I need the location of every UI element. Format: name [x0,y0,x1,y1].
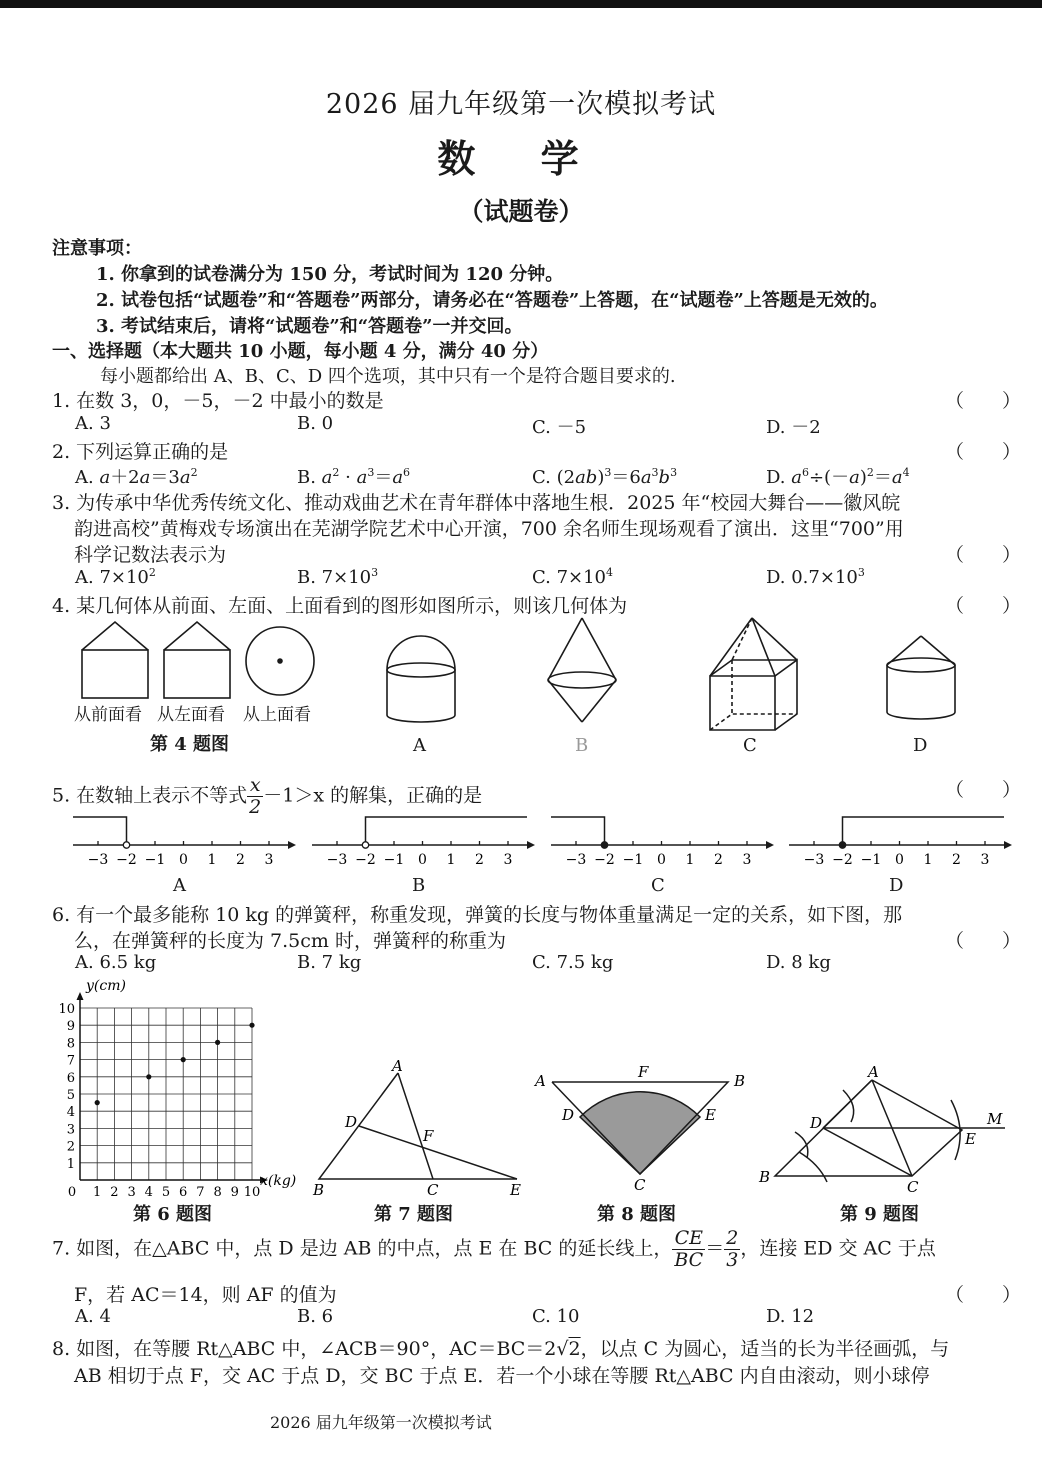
q8-line-1: 8. 如图，在等腰 Rt△ABC 中，∠ACB＝90°，AC＝BC＝2√2，以点 C 为圆心，适当的长为半径画弧，与 [52,1338,950,1360]
tick-label: −3 [565,852,587,868]
tick-label: −3 [803,852,825,868]
fig9-label-a: A [868,1063,879,1081]
tick-label: 0 [895,852,904,868]
q7-answer-paren: （ ） [945,1284,1022,1306]
number-line-a [73,817,296,868]
q4-caption: 第 4 题图 [150,734,230,755]
tick-label: 1 [207,852,217,868]
q6-option-d: D. 8 kg [766,952,831,973]
number-line-b [312,817,535,868]
section-heading: 一、选择题（本大题共 10 小题，每小题 4 分，满分 40 分） [52,341,549,362]
q1-option-c: C. －5 [532,417,587,438]
x-tick-label: 3 [127,1185,136,1200]
fig7-label-a: A [392,1057,403,1075]
tick-label: −1 [144,852,166,868]
option-c-solid [710,618,797,730]
fig9-caption: 第 9 题图 [840,1204,920,1225]
arrow-icon [1004,841,1012,849]
solution-bracket [366,817,528,845]
tick-label: 3 [742,852,752,868]
tick-label: 0 [418,852,427,868]
q5-fraction: $\frac{x}{2}$ [249,774,262,818]
fig7-label-e: E [510,1181,521,1199]
solution-bracket [73,817,127,845]
fig7-caption: 第 7 题图 [374,1204,454,1225]
tick-label: 2 [952,852,961,868]
x-tick-label: 5 [161,1185,171,1200]
q1-answer-paren: （ ） [945,390,1022,412]
chart-points [95,1023,255,1106]
q1-option-b: B. 0 [297,413,334,434]
data-point [215,1040,220,1045]
fig9-label-d: D [810,1114,823,1132]
q6-option-a: A. 6.5 kg [75,952,157,973]
q1-option-d: D. －2 [766,417,821,438]
q2-answer-paren: （ ） [945,441,1022,463]
q5-option-a-label: A [173,875,186,896]
top-view-shape [246,627,314,695]
data-point [181,1057,186,1062]
y-tick-label: 1 [66,1156,75,1172]
view-label-left: 从左面看 [157,705,225,725]
number-line-c [551,817,774,868]
filled-dot [839,842,845,848]
q6-line-2: 么，在弹簧秤的长度为 7.5cm 时，弹簧秤的称重为 [74,930,506,952]
q4-stem: 4. 某几何体从前面、左面、上面看到的图形如图所示，则该几何体为 [52,595,628,617]
q2-option-b: B. $a^2 \cdot a^3=a^6$ [297,466,411,488]
q7-line-2: F，若 AC＝14，则 AF 的值为 [74,1284,337,1306]
x-tick-label: 10 [243,1185,261,1200]
tick-label: −1 [860,852,882,868]
notice-item-2: 2. 试卷包括“试题卷”和“答题卷”两部分，请务必在“答题卷”上答题，在“试题卷”上答题是无效的。 [96,290,888,311]
q3-option-d: D. $0.7\times 10^3$ [766,566,865,588]
fig8-label-a: A [535,1072,546,1090]
fig9-label-m: M [987,1110,1003,1128]
sqrt-icon: √ [556,1338,569,1360]
q7-option-d: D. 12 [766,1306,815,1327]
q7-fraction-2-3: $\frac{2}{3}$ [726,1227,739,1271]
q5-number-lines [0,805,1042,875]
y-tick-label: 3 [66,1122,75,1138]
x-tick-label: 1 [93,1185,102,1200]
q3-line-1: 3. 为传承中华优秀传统文化、推动戏曲艺术在青年群体中落地生根．2025 年“校园大舞台——徽风皖 [52,492,901,514]
y-tick-label: 9 [66,1019,75,1035]
chart-ylabel: y(cm) [86,978,126,994]
tick-label: 1 [923,852,933,868]
fig8-label-d: D [562,1106,575,1124]
q3-option-a: A. $7\times 10^2$ [75,566,156,588]
tick-label: 1 [446,852,456,868]
q2-option-a: A. $a+2a=3a^2$ [75,466,198,488]
q9-figure [755,1060,1015,1200]
q3-option-c: C. $7\times 10^4$ [532,566,614,588]
q2-stem: 2. 下列运算正确的是 [52,441,229,463]
q3-line-2: 韵进高校”黄梅戏专场演出在芜湖学院艺术中心开演，700 余名师生现场观看了演出．这里“700”用 [74,518,904,540]
tick-label: −1 [622,852,644,868]
fig9-label-e: E [965,1130,976,1148]
q7-option-a: A. 4 [75,1306,111,1327]
q5-answer-paren: （ ） [945,779,1022,801]
q6-answer-paren: （ ） [945,930,1022,952]
q2-option-c: C. $(2ab)^3=6a^3b^3$ [532,466,678,488]
y-tick-label: 6 [66,1070,75,1086]
tick-label: −2 [832,852,853,868]
q8-line-2: AB 相切于点 F，交 AC 于点 D，交 BC 于点 E．若一个小球在等腰 Rt△ABC 内自由滚动，则小球停 [74,1365,930,1387]
y-tick-label: 10 [58,1002,75,1017]
chart-ticks [58,1002,260,1200]
tick-label: 0 [179,852,188,868]
q2-option-d: D. $a^6\div(-a)^2=a^4$ [766,466,910,488]
tick-label: 3 [264,852,274,868]
fig6-caption: 第 6 题图 [133,1204,213,1225]
option-b-solid [548,618,616,722]
fig8-label-f: F [638,1063,649,1081]
solution-bracket [843,817,1005,845]
fig7-label-d: D [345,1113,358,1131]
chart-axes [77,992,269,1184]
x-tick-label: 6 [179,1185,188,1200]
fig8-label-e: E [705,1106,716,1124]
x-tick-label: 9 [230,1185,239,1200]
q1-option-a: A. 3 [75,413,111,434]
y-tick-label: 8 [66,1036,75,1052]
q3-answer-paren: （ ） [945,544,1022,566]
q4-option-b-label: B [575,735,589,756]
fig8-label-b: B [734,1072,746,1090]
q7-fraction-ce-bc: $\frac{CE}{BC}$ [674,1227,704,1271]
fig7-label-f: F [423,1127,434,1145]
q7-figure [305,1055,535,1200]
notice-item-3: 3. 考试结束后，请将“试题卷”和“答题卷”一并交回。 [96,316,523,337]
y-tick-label: 4 [66,1105,75,1121]
y-tick-label: 5 [66,1088,75,1103]
fig8-shaded-sector [580,1092,700,1174]
front-view-shape [82,622,148,698]
q5-option-c-label: C [651,875,665,896]
fig7-label-b: B [313,1181,325,1199]
arrow-icon [288,841,296,849]
number-line-d [789,817,1012,868]
data-point [249,1023,254,1028]
left-view-shape [164,622,230,698]
open-dot [123,842,129,848]
q6-chart [50,975,310,1200]
fig8-label-c: C [634,1176,646,1194]
y-tick-label: 7 [66,1053,75,1069]
view-label-front: 从前面看 [74,705,142,725]
tick-label: 1 [685,852,695,868]
notice-heading: 注意事项： [52,238,142,259]
x-tick-label: 8 [213,1185,222,1200]
fig9-label-b: B [759,1168,771,1186]
tick-label: 3 [503,852,513,868]
q5-stem: 5. 在数轴上表示不等式 $\frac{x}{2}$ －1＞x 的解集，正确的是 [52,774,483,818]
tick-label: −2 [116,852,137,868]
data-point [146,1074,151,1079]
tick-label: −3 [87,852,109,868]
subject-title: 数 学 [437,136,605,181]
tick-label: −1 [383,852,405,868]
tick-label: 2 [475,852,484,868]
tick-label: −2 [355,852,376,868]
x-tick-label: 0 [67,1185,77,1200]
q5-option-d-label: D [889,875,904,896]
data-point [95,1100,100,1105]
filled-dot [601,842,607,848]
notice-item-1: 1. 你拿到的试卷满分为 150 分，考试时间为 120 分钟。 [96,264,564,285]
chart-xlabel: x(kg) [260,1173,297,1189]
q4-option-a-label: A [413,735,426,756]
q6-option-b: B. 7 kg [297,952,362,973]
tick-label: 3 [980,852,990,868]
x-tick-label: 2 [110,1185,119,1200]
q7-option-b: B. 6 [297,1306,334,1327]
q8-figure [530,1060,760,1200]
view-label-top: 从上面看 [243,705,311,725]
q7-option-c: C. 10 [532,1306,580,1327]
tick-label: 2 [714,852,723,868]
tick-label: 2 [236,852,245,868]
q3-line-3: 科学记数法表示为 [74,544,227,566]
solution-bracket [551,817,605,845]
q1-stem: 1. 在数 3，0，－5，－2 中最小的数是 [52,390,384,412]
q4-answer-paren: （ ） [945,595,1022,617]
fig9-label-c: C [907,1178,919,1196]
tick-label: 0 [657,852,666,868]
x-tick-label: 7 [196,1185,205,1200]
x-tick-label: 4 [144,1185,153,1200]
paper-type: （试题卷） [458,197,584,226]
fig7-label-c: C [427,1181,439,1199]
option-a-solid [387,636,455,722]
option-d-solid [887,636,955,719]
chart-grid [80,1008,252,1180]
q4-option-c-label: C [743,735,757,756]
footer-text: 2026 届九年级第一次模拟考试 [270,1413,492,1432]
open-dot [362,842,368,848]
section-instruction: 每小题都给出 A、B、C、D 四个选项，其中只有一个是符合题目要求的. [100,366,676,387]
tick-label: −2 [594,852,615,868]
q5-option-b-label: B [412,875,426,896]
q6-line-1: 6. 有一个最多能称 10 kg 的弹簧秤，称重发现，弹簧的长度与物体重量满足一定的关系，如下图，那 [52,904,903,926]
arrow-icon [527,841,535,849]
y-tick-label: 2 [66,1139,75,1155]
q6-option-c: C. 7.5 kg [532,952,614,973]
q3-option-b: B. $7\times 10^3$ [297,566,379,588]
fig8-caption: 第 8 题图 [597,1204,677,1225]
y-arrow-icon [77,992,84,1000]
top-border [0,0,1042,8]
tick-label: −3 [326,852,348,868]
q4-option-d-label: D [913,735,928,756]
exam-title: 2026 届九年级第一次模拟考试 [325,89,717,120]
q7-line-1: 7. 如图，在△ABC 中，点 D 是边 AB 的中点，点 E 在 BC 的延长线上， $\frac{CE}{BC}$ ＝ $\frac{2}{3}$ ，连接 ED 交 AC 于点 [52,1227,936,1271]
arrow-icon [766,841,774,849]
